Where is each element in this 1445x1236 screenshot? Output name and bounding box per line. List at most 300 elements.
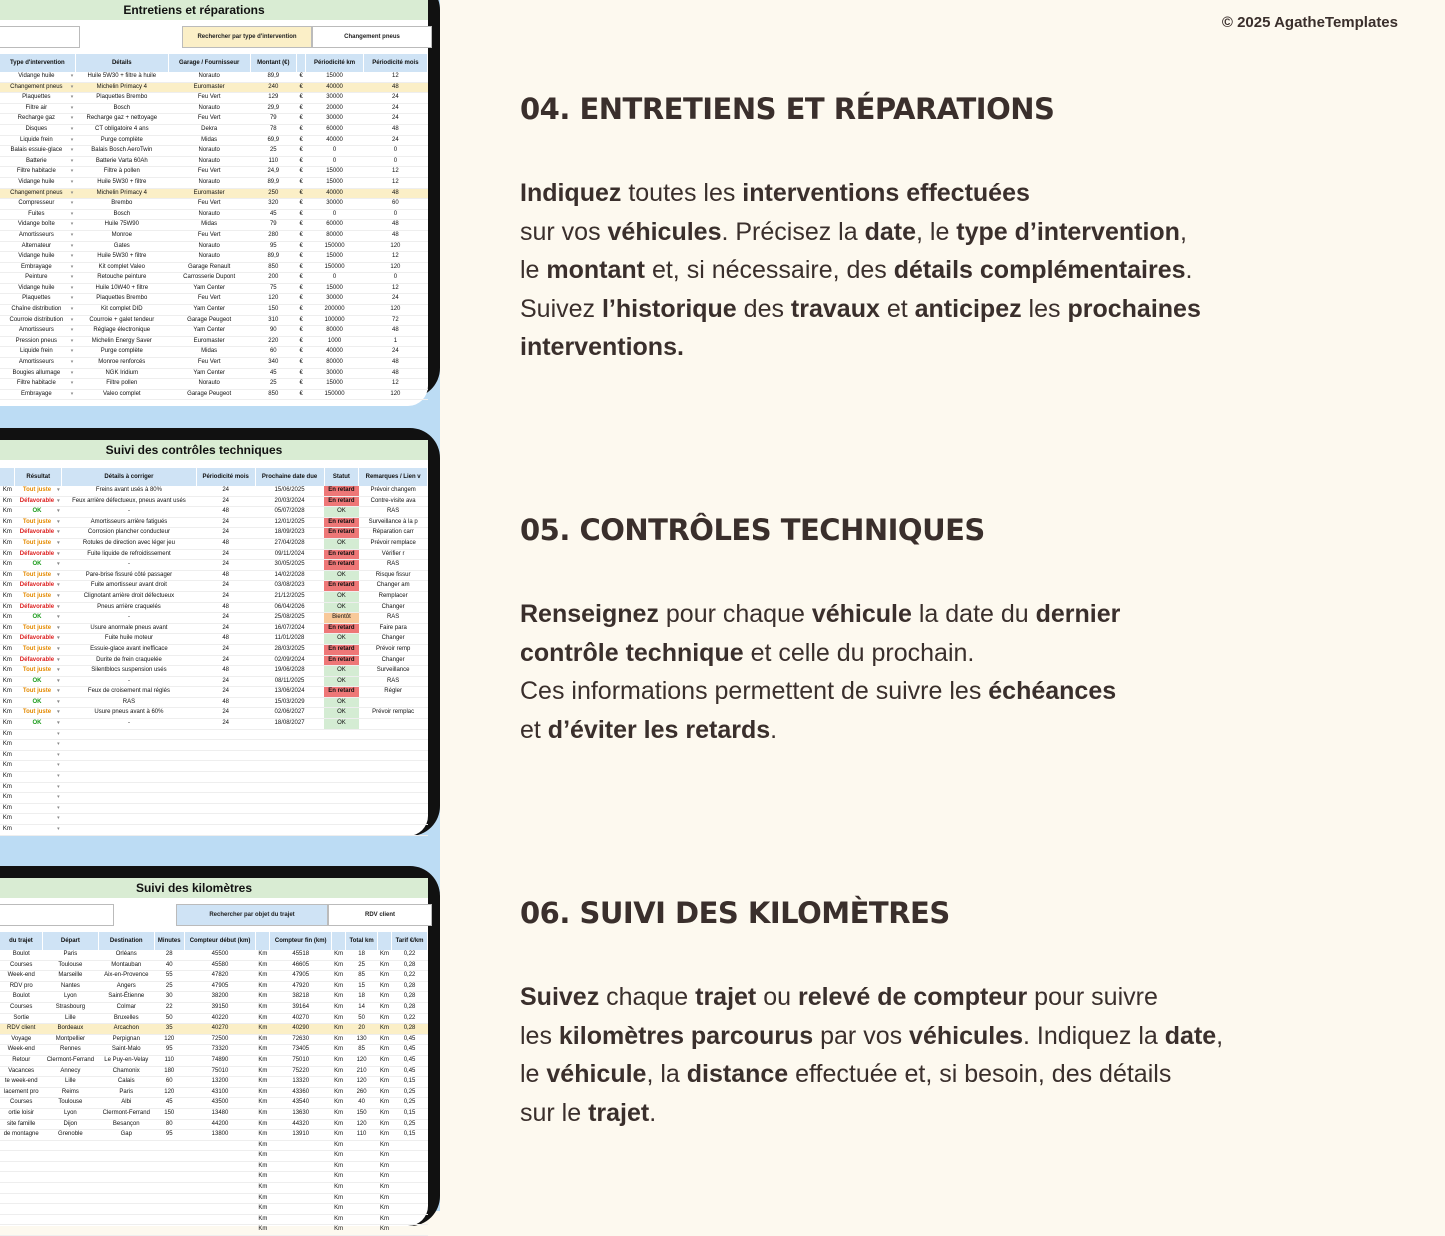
table-cell: Km [332, 1204, 346, 1215]
table-cell: Brembo [75, 199, 168, 210]
column-header: Départ [42, 932, 98, 950]
table-cell: 110 [346, 1130, 378, 1141]
table-row[interactable] [0, 570, 428, 581]
table-cell [392, 1183, 428, 1194]
tablet-inspections [0, 428, 440, 836]
table-cell: Besançon [98, 1119, 154, 1130]
table-cell: OK ▾ [15, 507, 62, 518]
table-row[interactable] [0, 1034, 428, 1045]
table-row[interactable] [0, 82, 428, 93]
table-cell: 44200 [184, 1119, 255, 1130]
table-row[interactable] [0, 644, 428, 655]
table-row[interactable] [0, 623, 428, 634]
table-cell: 280 [250, 230, 297, 241]
table-cell: 15000 [306, 379, 363, 390]
table-row[interactable] [0, 262, 428, 273]
search-input[interactable]: Changement pneus [312, 26, 432, 48]
table-row[interactable] [0, 273, 428, 284]
table-cell: Km [377, 1214, 391, 1225]
body-text: . Précisez la [721, 217, 865, 246]
table-cell: 15 [346, 981, 378, 992]
table-cell: 89,9 [250, 252, 297, 263]
section-body [520, 174, 1400, 367]
table-cell: Défavorable ▾ [15, 602, 62, 613]
table-cell: Dijon [42, 1119, 98, 1130]
table-row[interactable] [0, 1087, 428, 1098]
body-text: pour suivre [1027, 983, 1158, 1011]
body-text: prochaines [1067, 294, 1201, 323]
table-cell: 180 [154, 1066, 184, 1077]
table-cell: Feu Vert [168, 199, 250, 210]
table-row[interactable] [0, 803, 428, 814]
table-cell: Tout juste ▾ [15, 517, 62, 528]
table-cell [346, 1204, 378, 1215]
table-cell [324, 793, 359, 804]
table-row[interactable] [0, 1193, 428, 1204]
table-row[interactable] [0, 114, 428, 125]
table-row[interactable] [0, 1172, 428, 1183]
table-cell [346, 1225, 378, 1236]
table-cell: € [297, 114, 306, 125]
table-cell [324, 740, 359, 751]
table-row[interactable] [0, 1214, 428, 1225]
table-cell: 13480 [184, 1108, 255, 1119]
table-cell: Km [377, 1183, 391, 1194]
table-cell: Km [0, 528, 15, 539]
table-cell: Tout juste ▾ [15, 687, 62, 698]
table-cell: 24 [363, 93, 427, 104]
table-row[interactable] [0, 634, 428, 645]
table-cell: Km [332, 960, 346, 971]
table-row[interactable] [0, 1024, 428, 1035]
table-cell: Changer [359, 634, 428, 645]
table-cell [270, 1204, 332, 1215]
table-cell: Km [256, 1193, 270, 1204]
table-cell: Km [256, 1130, 270, 1141]
table-cell: Km [332, 1077, 346, 1088]
table-cell: 50 [346, 1013, 378, 1024]
body-text: distance [686, 1060, 789, 1088]
table-cell: Km [256, 1098, 270, 1109]
table-cell: 120 [154, 1087, 184, 1098]
table-cell: Changer [359, 655, 428, 666]
body-text: , la [646, 1060, 687, 1088]
table-row[interactable] [0, 1119, 428, 1130]
table-cell: Feu Vert [168, 294, 250, 305]
table-row[interactable] [0, 708, 428, 719]
table-row[interactable] [0, 93, 428, 104]
table-row[interactable] [0, 124, 428, 135]
table-cell: € [297, 146, 306, 157]
table-cell: Km [0, 486, 15, 496]
table-cell [98, 1204, 154, 1215]
table-cell: 24 [196, 655, 255, 666]
table-row[interactable] [0, 538, 428, 549]
table-row[interactable] [0, 347, 428, 358]
table-row[interactable] [0, 1151, 428, 1162]
table-cell: Km [0, 560, 15, 571]
table-cell: € [297, 283, 306, 294]
table-cell: RAS [62, 697, 197, 708]
table-row[interactable] [0, 358, 428, 369]
table-cell: € [297, 305, 306, 316]
table-cell: - [62, 560, 197, 571]
table-row[interactable] [0, 1204, 428, 1215]
table-cell [346, 1183, 378, 1194]
table-cell: Week-end [0, 1045, 42, 1056]
table-cell: Km [377, 981, 391, 992]
table-cell: Euromaster [168, 82, 250, 93]
table-cell: 43360 [270, 1087, 332, 1098]
table-cell: 72630 [270, 1034, 332, 1045]
table-cell: € [297, 347, 306, 358]
table-cell: 18/08/2027 [255, 719, 324, 730]
table-row[interactable] [0, 220, 428, 231]
table-row[interactable] [0, 1225, 428, 1236]
table-row[interactable] [0, 283, 428, 294]
table-cell: - [62, 719, 197, 730]
table-cell: 120 [346, 1077, 378, 1088]
table-cell: 43540 [270, 1098, 332, 1109]
table-cell: 310 [250, 315, 297, 326]
table-cell: Midas [168, 135, 250, 146]
column-header [297, 54, 306, 72]
table-cell: En retard [324, 528, 359, 539]
table-cell: Yam Center [168, 368, 250, 379]
table-cell: 30000 [306, 294, 363, 305]
table-cell: Usure pneus avant à 60% [62, 708, 197, 719]
table-cell: 60 [250, 347, 297, 358]
table-cell: Huile 5W30 + filtre [75, 252, 168, 263]
table-cell: 48 [363, 230, 427, 241]
table-cell [98, 1151, 154, 1162]
table-cell [42, 1193, 98, 1204]
table-cell: En retard [324, 644, 359, 655]
table-row[interactable] [0, 156, 428, 167]
table-row[interactable] [0, 950, 428, 960]
table-cell: Filtre air ▾ [0, 103, 75, 114]
table-cell: 130 [346, 1034, 378, 1045]
table-row[interactable] [0, 1045, 428, 1056]
table-row[interactable] [0, 72, 428, 82]
table-row[interactable] [0, 613, 428, 624]
table-cell: 110 [154, 1055, 184, 1066]
table-row[interactable] [0, 560, 428, 571]
table-row[interactable] [0, 368, 428, 379]
table-cell [324, 772, 359, 783]
table-row[interactable] [0, 549, 428, 560]
table-row[interactable] [0, 379, 428, 390]
table-cell: Km [332, 1183, 346, 1194]
table-cell: Défavorable ▾ [15, 528, 62, 539]
table-cell: 25 [154, 981, 184, 992]
table-cell: Km [377, 1055, 391, 1066]
body-text: échéances [988, 677, 1117, 705]
table-row[interactable] [0, 591, 428, 602]
body-text: kilomètres parcourus [558, 1021, 814, 1050]
table-row[interactable] [0, 655, 428, 666]
table-cell: Km [0, 538, 15, 549]
table-cell: 0 [306, 156, 363, 167]
table-cell: RAS [359, 676, 428, 687]
body-text: ou [756, 983, 798, 1011]
table-cell: 47905 [270, 971, 332, 982]
table-cell [98, 1214, 154, 1225]
table-cell [154, 1214, 184, 1225]
table-cell: Annecy [42, 1066, 98, 1077]
table-cell: 250 [250, 188, 297, 199]
table-cell: 39150 [184, 1002, 255, 1013]
table-row[interactable] [0, 241, 428, 252]
section-inspections [520, 513, 1400, 749]
table-row[interactable] [0, 740, 428, 751]
table-cell: Saint-Étienne [98, 992, 154, 1003]
table-cell: 80000 [306, 358, 363, 369]
vehicle-select[interactable] [0, 26, 80, 48]
table-cell: Arcachon [98, 1024, 154, 1035]
table-cell [392, 1214, 428, 1225]
table-cell: Km [0, 772, 15, 783]
table-cell: Lille [42, 1013, 98, 1024]
table-row[interactable] [0, 814, 428, 825]
table-row[interactable] [0, 666, 428, 677]
table-cell: Garage Peugeot [168, 389, 250, 400]
table-row[interactable] [0, 188, 428, 199]
table-cell: Vérifier r [359, 549, 428, 560]
table-cell: € [297, 315, 306, 326]
table-cell: 02/09/2024 [255, 655, 324, 666]
table-cell: Km [0, 708, 15, 719]
table-cell: Vidange huile ▾ [0, 283, 75, 294]
table-cell: Marseille [42, 971, 98, 982]
table-cell: Km [0, 719, 15, 730]
table-row[interactable] [0, 782, 428, 793]
table-cell: - [62, 507, 197, 518]
table-cell: Km [377, 1108, 391, 1119]
table-cell [0, 1204, 42, 1215]
body-text: véhicules [909, 1021, 1023, 1050]
table-row[interactable] [0, 981, 428, 992]
table-cell: Km [377, 1172, 391, 1183]
table-cell [196, 825, 255, 836]
table-cell: Chaîne distribution ▾ [0, 305, 75, 316]
table-cell: 15000 [306, 177, 363, 188]
table-row[interactable] [0, 1183, 428, 1194]
table-cell [359, 825, 428, 836]
table-row[interactable] [0, 230, 428, 241]
table-row[interactable] [0, 528, 428, 539]
table-cell: 240 [250, 82, 297, 93]
table-cell: Norauto [168, 209, 250, 220]
table-cell [255, 814, 324, 825]
table-cell: Fuites ▾ [0, 209, 75, 220]
table-cell [196, 750, 255, 761]
table-row[interactable] [0, 135, 428, 146]
table-cell: € [297, 156, 306, 167]
table-cell: 55 [154, 971, 184, 982]
table-row[interactable] [0, 729, 428, 740]
table-cell: Kit complet DID [75, 305, 168, 316]
body-text: , le [916, 217, 957, 246]
table-cell: Yam Center [168, 305, 250, 316]
table-cell [42, 1214, 98, 1225]
table-row[interactable] [0, 687, 428, 698]
table-cell [324, 803, 359, 814]
table-cell: 30000 [306, 199, 363, 210]
table-row[interactable] [0, 761, 428, 772]
table-row[interactable] [0, 294, 428, 305]
table-cell: Vidange boîte ▾ [0, 220, 75, 231]
column-header: Type d'intervention [0, 54, 75, 72]
table-row[interactable] [0, 209, 428, 220]
body-text: , [1216, 1021, 1224, 1050]
table-row[interactable] [0, 1108, 428, 1119]
table-cell: 48 [363, 188, 427, 199]
search-label: Rechercher par type d'intervention [182, 26, 312, 48]
table-cell: Norauto [168, 241, 250, 252]
table-cell: 150 [346, 1108, 378, 1119]
section-body [520, 978, 1400, 1132]
column-header: Remarques / Lien v [359, 468, 428, 486]
table-cell [62, 782, 197, 793]
table-row[interactable] [0, 1013, 428, 1024]
table-cell: 48 [196, 538, 255, 549]
table-cell: Vidange huile ▾ [0, 177, 75, 188]
table-cell: Vidange huile ▾ [0, 72, 75, 82]
table-row[interactable] [0, 750, 428, 761]
table-cell [255, 803, 324, 814]
table-row[interactable] [0, 486, 428, 496]
table-cell: Colmar [98, 1002, 154, 1013]
table-cell: 47820 [184, 971, 255, 982]
search-input[interactable]: RDV client [328, 904, 432, 926]
vehicle-select[interactable] [0, 904, 114, 926]
table-cell: Km [256, 1034, 270, 1045]
table-row[interactable] [0, 697, 428, 708]
table-cell: NGK Iridium [75, 368, 168, 379]
table-cell: 02/06/2027 [255, 708, 324, 719]
table-cell: 44320 [270, 1119, 332, 1130]
table-cell: 120 [346, 1055, 378, 1066]
table-row[interactable] [0, 719, 428, 730]
table-row[interactable] [0, 103, 428, 114]
table-row[interactable] [0, 1098, 428, 1109]
table-cell: 60 [154, 1077, 184, 1088]
table-cell [154, 1172, 184, 1183]
body-text: toutes les [621, 179, 743, 207]
table-cell [42, 1204, 98, 1215]
table-cell: 20/03/2024 [255, 496, 324, 507]
table-row[interactable] [0, 676, 428, 687]
table-cell: Prévoir changem [359, 486, 428, 496]
table-row[interactable] [0, 1130, 428, 1141]
table-row[interactable] [0, 336, 428, 347]
table-row[interactable] [0, 146, 428, 157]
table-cell [154, 1140, 184, 1151]
table-cell: 75010 [270, 1055, 332, 1066]
table-cell: 120 [363, 262, 427, 273]
table-row[interactable] [0, 1077, 428, 1088]
table-row[interactable] [0, 971, 428, 982]
table-cell [15, 750, 62, 761]
body-text: et [520, 715, 548, 744]
table-cell: Km [0, 634, 15, 645]
table-cell: 0,28 [392, 1024, 428, 1035]
table-row[interactable] [0, 305, 428, 316]
column-header [332, 932, 346, 950]
table-cell: OK [324, 570, 359, 581]
table-cell: Yam Center [168, 326, 250, 337]
table-row[interactable] [0, 507, 428, 518]
table-row[interactable] [0, 496, 428, 507]
table-cell: Vidange huile ▾ [0, 252, 75, 263]
table-cell: 0 [363, 209, 427, 220]
table-cell: RAS [359, 613, 428, 624]
column-header: Statut [324, 468, 359, 486]
table-cell [184, 1151, 255, 1162]
table-row[interactable] [0, 315, 428, 326]
table-row[interactable] [0, 517, 428, 528]
table-cell: RAS [359, 560, 428, 571]
table-cell: € [297, 273, 306, 284]
table-cell: 80000 [306, 230, 363, 241]
body-text: date [1164, 1021, 1217, 1050]
table-row[interactable] [0, 1066, 428, 1077]
table-row[interactable] [0, 199, 428, 210]
table-cell [62, 793, 197, 804]
table-row[interactable] [0, 177, 428, 188]
table-row[interactable] [0, 167, 428, 178]
table-cell [0, 1140, 42, 1151]
table-row[interactable] [0, 1002, 428, 1013]
column-header: Périodicité mois [363, 54, 427, 72]
table-row[interactable] [0, 1161, 428, 1172]
table-cell: 95 [250, 241, 297, 252]
table-cell: Euromaster [168, 336, 250, 347]
table-cell: Km [0, 581, 15, 592]
table-cell [184, 1193, 255, 1204]
table-row[interactable] [0, 1055, 428, 1066]
table-cell: 0,22 [392, 1013, 428, 1024]
table-cell [392, 1161, 428, 1172]
table-cell: Clermont-Ferrand [98, 1108, 154, 1119]
table-cell: Liquide frein ▾ [0, 347, 75, 358]
table-cell: 210 [346, 1066, 378, 1077]
table-row[interactable] [0, 992, 428, 1003]
table-row[interactable] [0, 1140, 428, 1151]
sheet-title: Suivi des kilomètres [0, 878, 428, 898]
table-cell: 12 [363, 177, 427, 188]
table-cell: 25/08/2025 [255, 613, 324, 624]
table-row[interactable] [0, 793, 428, 804]
table-cell: Filtre pollen [75, 379, 168, 390]
table-cell: OK [324, 507, 359, 518]
table-row[interactable] [0, 825, 428, 836]
table-row[interactable] [0, 252, 428, 263]
table-row[interactable] [0, 581, 428, 592]
table-row[interactable] [0, 389, 428, 400]
table-cell: Km [377, 1225, 391, 1236]
table-row[interactable] [0, 772, 428, 783]
table-cell: Grenoble [42, 1130, 98, 1141]
table-cell: 72500 [184, 1034, 255, 1045]
table-cell: Km [377, 1193, 391, 1204]
table-row[interactable] [0, 960, 428, 971]
table-cell: Km [377, 1034, 391, 1045]
table-row[interactable] [0, 602, 428, 613]
table-row[interactable] [0, 326, 428, 337]
table-cell [359, 814, 428, 825]
